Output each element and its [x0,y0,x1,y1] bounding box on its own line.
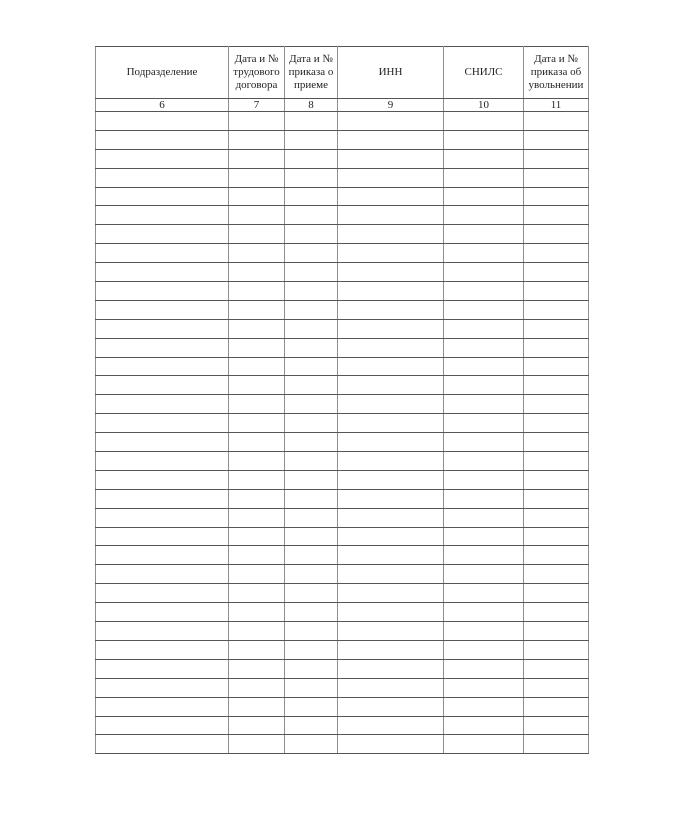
table-cell [229,395,285,414]
table-cell [229,357,285,376]
table-cell [338,149,444,168]
table-cell [524,697,589,716]
table-row [96,414,589,433]
column-number-6: 6 [96,99,229,112]
table-cell [229,206,285,225]
table-cell [338,697,444,716]
table-cell [285,338,338,357]
table-cell [524,659,589,678]
table-row [96,678,589,697]
table-cell [285,546,338,565]
table-cell [285,187,338,206]
table-cell [524,603,589,622]
table-row [96,149,589,168]
table-cell [444,130,524,149]
table-cell [524,168,589,187]
table-row [96,584,589,603]
table-cell [338,603,444,622]
table-cell [338,584,444,603]
table-cell [444,300,524,319]
table-cell [524,300,589,319]
table-cell [444,527,524,546]
table-cell [524,187,589,206]
table-cell [96,130,229,149]
table-cell [229,603,285,622]
table-cell [96,470,229,489]
table-row [96,376,589,395]
table-cell [285,678,338,697]
table-cell [444,112,524,131]
column-header-podrazdelenie: Подразделение [96,47,229,99]
table-row [96,338,589,357]
table-cell [96,640,229,659]
table-cell [285,112,338,131]
table-cell [444,716,524,735]
table-cell [338,357,444,376]
table-cell [96,584,229,603]
table-cell [444,433,524,452]
table-cell [96,149,229,168]
table-cell [444,565,524,584]
table-cell [229,187,285,206]
table-cell [285,168,338,187]
table-cell [524,678,589,697]
table-cell [229,244,285,263]
table-cell [338,319,444,338]
table-cell [524,282,589,301]
table-cell [338,735,444,754]
table-cell [229,300,285,319]
table-cell [338,433,444,452]
table-row [96,244,589,263]
table-row [96,489,589,508]
table-row [96,187,589,206]
table-cell [444,470,524,489]
table-cell [96,489,229,508]
table-cell [229,716,285,735]
table-cell [338,225,444,244]
table-cell [285,716,338,735]
table-cell [96,508,229,527]
table-cell [285,433,338,452]
table-cell [285,603,338,622]
table-cell [285,282,338,301]
table-cell [285,357,338,376]
table-row [96,546,589,565]
table-cell [229,697,285,716]
table-cell [229,508,285,527]
table-row [96,206,589,225]
table-cell [444,678,524,697]
table-row [96,603,589,622]
table-cell [285,395,338,414]
table-row [96,263,589,282]
table-row [96,433,589,452]
table-cell [444,338,524,357]
table-cell [229,433,285,452]
column-header-trudovoy-dogovor: Дата и № трудового договора [229,47,285,99]
table-cell [338,130,444,149]
table-cell [444,206,524,225]
table-cell [285,622,338,641]
table-cell [524,395,589,414]
table-cell [285,584,338,603]
table-cell [524,489,589,508]
table-cell [524,622,589,641]
table-cell [338,263,444,282]
table-cell [444,357,524,376]
column-header-snils: СНИЛС [444,47,524,99]
table-cell [338,282,444,301]
table-cell [524,263,589,282]
table-cell [229,338,285,357]
table-cell [338,395,444,414]
table-cell [444,187,524,206]
table-row [96,716,589,735]
table-cell [229,282,285,301]
table-cell [229,584,285,603]
table-cell [229,735,285,754]
table-cell [444,168,524,187]
table-cell [96,319,229,338]
table-cell [229,678,285,697]
table-cell [285,452,338,471]
table-cell [285,527,338,546]
table-cell [96,527,229,546]
table-row [96,319,589,338]
table-cell [96,225,229,244]
table-cell [96,376,229,395]
table-cell [229,112,285,131]
table-cell [285,659,338,678]
table-cell [444,489,524,508]
column-number-10: 10 [444,99,524,112]
table-cell [524,130,589,149]
table-row [96,225,589,244]
table-row [96,168,589,187]
table-cell [524,716,589,735]
table-cell [444,319,524,338]
table-cell [96,565,229,584]
table-row [96,659,589,678]
table-cell [285,130,338,149]
table-cell [285,508,338,527]
table-cell [285,300,338,319]
table-cell [96,112,229,131]
table-cell [524,508,589,527]
table-row [96,452,589,471]
table-row [96,735,589,754]
table-cell [285,414,338,433]
table-cell [444,376,524,395]
table-row [96,697,589,716]
table-row [96,282,589,301]
table-cell [524,433,589,452]
table-cell [285,319,338,338]
table-cell [96,678,229,697]
table-cell [444,697,524,716]
table-cell [524,112,589,131]
table-cell [96,168,229,187]
table-cell [229,489,285,508]
table-row [96,508,589,527]
table-cell [338,716,444,735]
table-cell [229,659,285,678]
table-cell [96,357,229,376]
table-cell [285,263,338,282]
column-header-prikaz-ob-uvolnenii: Дата и № приказа об увольнении [524,47,589,99]
table-cell [338,414,444,433]
table-cell [96,716,229,735]
table-cell [444,149,524,168]
table-cell [524,640,589,659]
table-cell [338,168,444,187]
table-cell [96,414,229,433]
table-cell [285,376,338,395]
table-cell [338,527,444,546]
table-cell [338,508,444,527]
table-cell [524,452,589,471]
table-cell [524,546,589,565]
table-cell [524,470,589,489]
table-cell [338,376,444,395]
header-row [96,47,589,99]
table-cell [96,659,229,678]
table-cell [338,338,444,357]
table-cell [229,452,285,471]
table-cell [338,112,444,131]
table-cell [338,622,444,641]
table-cell [524,414,589,433]
table-cell [229,319,285,338]
table-cell [96,433,229,452]
column-number-11: 11 [524,99,589,112]
table-cell [229,565,285,584]
table-cell [444,263,524,282]
table-cell [338,678,444,697]
table-cell [444,584,524,603]
table-row [96,112,589,131]
table-cell [229,414,285,433]
table-cell [96,282,229,301]
table-cell [96,244,229,263]
column-number-7: 7 [229,99,285,112]
table-cell [524,206,589,225]
table-cell [524,376,589,395]
table-cell [229,622,285,641]
table-cell [444,546,524,565]
table-row [96,395,589,414]
table-cell [524,584,589,603]
table-cell [285,697,338,716]
table-cell [285,206,338,225]
table-cell [524,357,589,376]
table-cell [444,735,524,754]
table-cell [444,244,524,263]
table-cell [229,640,285,659]
table-cell [96,452,229,471]
table-cell [229,546,285,565]
table-cell [96,187,229,206]
table-cell [524,225,589,244]
table-cell [444,282,524,301]
table-cell [229,225,285,244]
table-cell [285,244,338,263]
table-cell [338,659,444,678]
table-body [96,112,589,754]
table-cell [444,508,524,527]
table-cell [444,640,524,659]
table-cell [229,130,285,149]
table-row [96,527,589,546]
table-cell [524,244,589,263]
table-cell [229,149,285,168]
table-row [96,565,589,584]
table-cell [96,697,229,716]
table-cell [229,376,285,395]
table-head [96,47,589,112]
table-cell [524,149,589,168]
table-cell [338,452,444,471]
table-cell [338,470,444,489]
table-row [96,640,589,659]
table-cell [338,565,444,584]
table-cell [96,622,229,641]
table-cell [524,735,589,754]
table-cell [524,319,589,338]
column-number-9: 9 [338,99,444,112]
table-cell [285,225,338,244]
table-cell [229,263,285,282]
table-cell [524,527,589,546]
column-number-8: 8 [285,99,338,112]
table-cell [338,187,444,206]
table-cell [338,300,444,319]
table-cell [338,206,444,225]
table-cell [285,489,338,508]
table-cell [444,395,524,414]
table-cell [338,546,444,565]
table-cell [96,395,229,414]
table-cell [229,527,285,546]
table-cell [338,489,444,508]
table-cell [444,414,524,433]
table-cell [285,149,338,168]
table-cell [229,470,285,489]
column-header-prikaz-o-prieme: Дата и № приказа о приеме [285,47,338,99]
table-cell [338,640,444,659]
table-cell [285,735,338,754]
table-cell [96,206,229,225]
table-row [96,130,589,149]
table-cell [96,546,229,565]
table-cell [285,640,338,659]
register-table [95,46,589,754]
table-cell [96,300,229,319]
table-cell [524,565,589,584]
table-cell [444,225,524,244]
table-cell [338,244,444,263]
table-cell [96,735,229,754]
table-cell [285,565,338,584]
table-row [96,622,589,641]
table-cell [96,263,229,282]
table-cell [444,622,524,641]
table-cell [285,470,338,489]
table-cell [96,338,229,357]
table-cell [444,603,524,622]
table-cell [96,603,229,622]
table-cell [444,659,524,678]
table-cell [444,452,524,471]
table-row [96,470,589,489]
column-number-row [96,99,589,112]
table-cell [524,338,589,357]
table-row [96,357,589,376]
table-row [96,300,589,319]
table-cell [229,168,285,187]
column-header-inn: ИНН [338,47,444,99]
